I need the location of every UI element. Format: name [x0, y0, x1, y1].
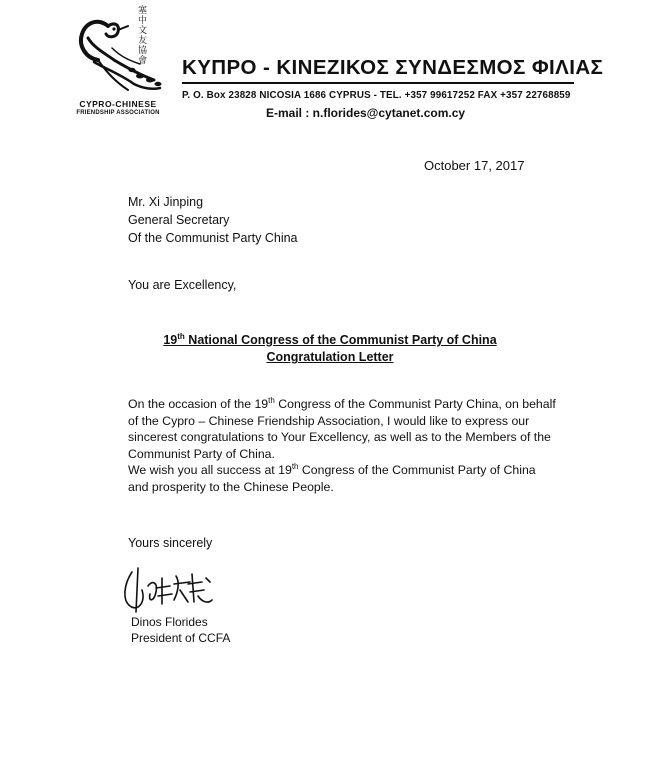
- logo-chinese-text: [138, 6, 172, 66]
- paragraph-text: Congress of the Communist Party of China and prosperity to the Chinese People.: [128, 463, 536, 494]
- logo-chinese-char: 中: [138, 16, 149, 26]
- letterhead-email: E-mail : n.florides@cytanet.com.cy: [266, 106, 466, 120]
- letterhead-address: P. O. Box 23828 NICOSIA 1686 CYPRUS - TEL. +357 99617252 FAX +357 22768859: [182, 90, 571, 101]
- recipient-line: General Secretary: [128, 213, 230, 227]
- salutation: You are Excellency,: [128, 278, 237, 292]
- signer-title: President of CCFA: [131, 631, 231, 645]
- signer-block: [131, 614, 230, 646]
- association-name-line1: CYPRO-CHINESE: [79, 99, 157, 109]
- letter-date: October 17, 2017: [424, 158, 525, 173]
- ordinal-suffix: th: [291, 461, 299, 471]
- subject-line1: [163, 328, 496, 349]
- recipient-block: [128, 193, 298, 247]
- paragraph-text: Congress of the Communist Party China, on behalf of the Cypro – Chinese Friendship Association, I would like to express our sincerest congratulations to Your Excellency, as well as to the Members of the Communist Party of China.: [128, 397, 556, 461]
- recipient-line: Of the Communist Party China: [128, 231, 298, 245]
- logo-chinese-char: 友: [138, 36, 149, 46]
- letter-body: [128, 396, 558, 495]
- letterhead-title: ΚΥΠΡΟ - ΚΙΝΕΖΙΚΟΣ ΣΥΝΔΕΣΜΟΣ ΦΙΛΙΑΣ: [182, 56, 574, 84]
- paragraph-text: On the occasion of the 19: [128, 397, 269, 411]
- logo-chinese-char: 塞: [138, 6, 149, 16]
- body-paragraph-2: [128, 462, 558, 495]
- subject-number: 19: [163, 333, 178, 348]
- ordinal-suffix: th: [268, 395, 275, 405]
- subject-ordinal: th: [177, 332, 185, 341]
- letter-subject: [150, 328, 510, 366]
- closing-line: Yours sincerely: [128, 536, 213, 550]
- body-paragraph-1: [128, 396, 558, 462]
- handwritten-signature: [118, 562, 228, 616]
- logo-chinese-char: 協: [138, 46, 149, 56]
- subject-line2: Congratulation Letter: [266, 350, 394, 365]
- association-name-line2: FRIENDSHIP ASSOCIATION: [76, 110, 160, 116]
- logo-chinese-char: 文: [138, 26, 149, 36]
- logo-chinese-char: 會: [138, 56, 149, 66]
- paragraph-text: We wish you all success at 19: [128, 463, 292, 477]
- association-name-english: [70, 100, 166, 118]
- subject-text: National Congress of the Communist Party of China: [184, 333, 497, 348]
- recipient-line: Mr. Xi Jinping: [128, 195, 204, 209]
- signer-name: Dinos Florides: [131, 615, 208, 629]
